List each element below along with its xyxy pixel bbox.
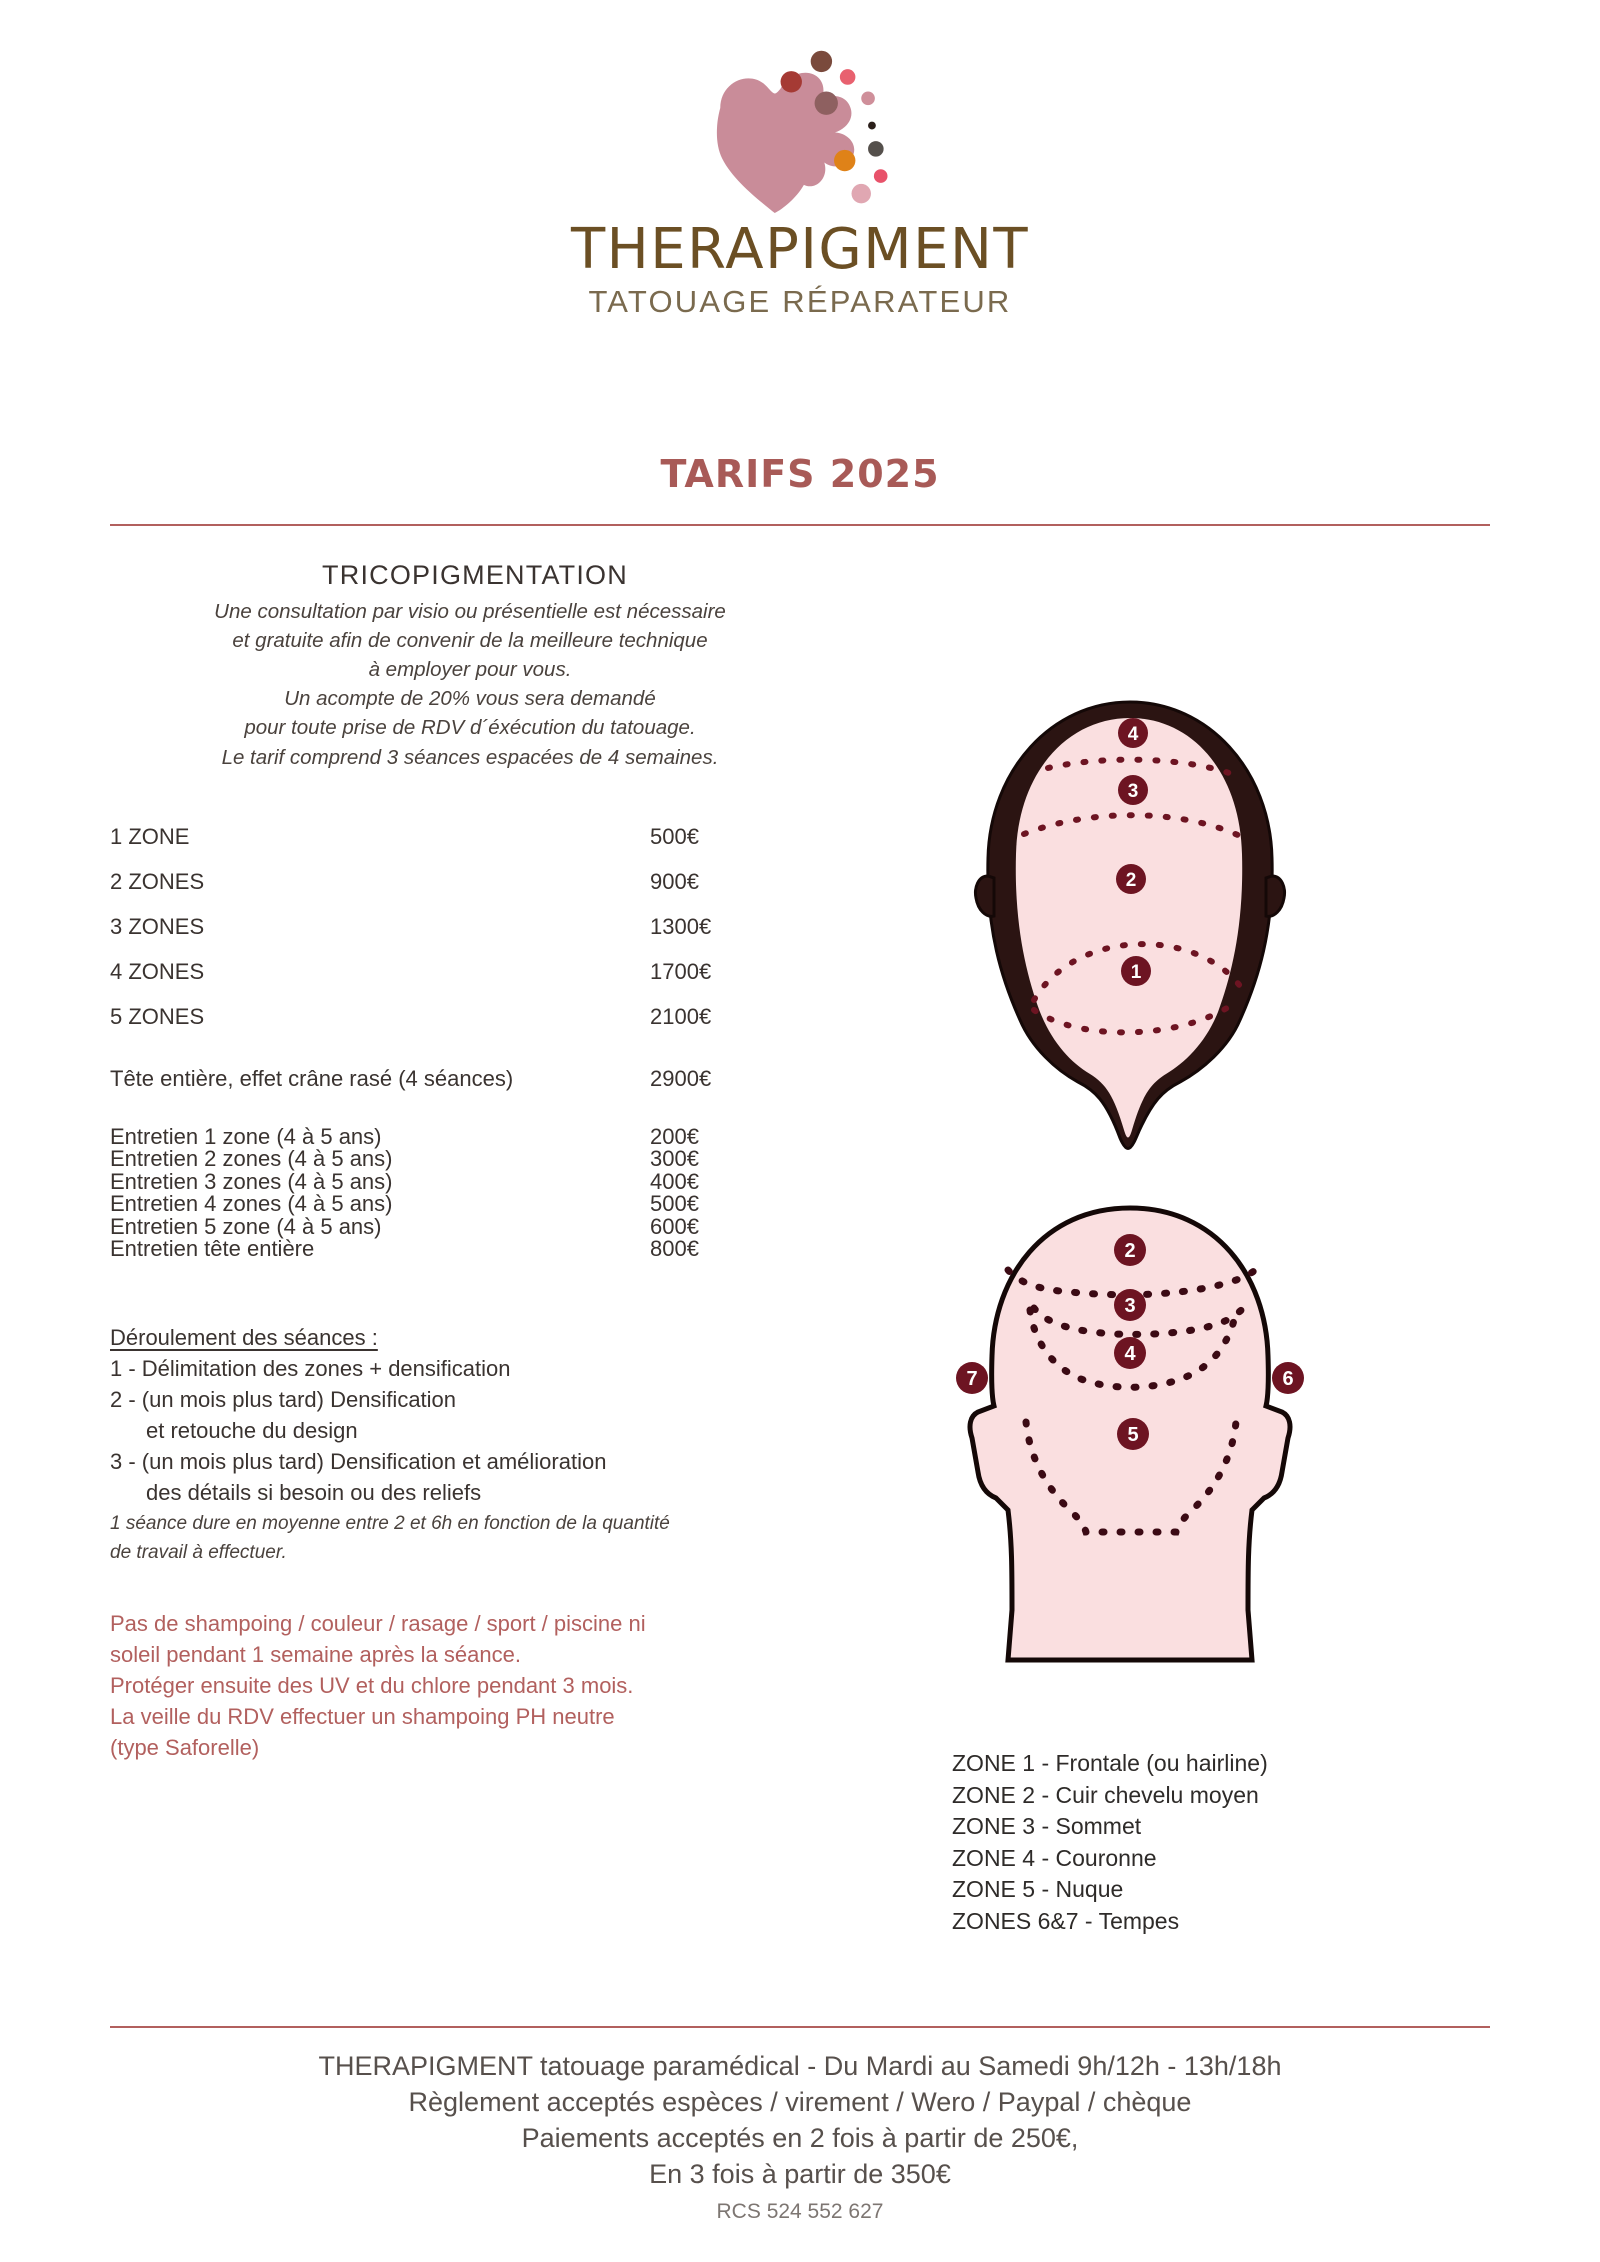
footer-line-1: THERAPIGMENT tatouage paramédical - Du Mardi au Samedi 9h/12h - 13h/18h <box>318 2051 1282 2081</box>
section-heading: TRICOPIGMENTATION <box>322 560 628 590</box>
zone-price-row-label: 3 ZONES <box>110 913 205 939</box>
zone-badge-6-label: 6 <box>1282 1368 1294 1391</box>
zone-legend <box>952 1748 1268 1937</box>
upkeep-row-label: Entretien 4 zones (4 à 5 ans) <box>110 1191 393 1217</box>
zone-price-row-price: 1300€ <box>650 913 712 939</box>
upkeep-row <box>110 1126 800 1149</box>
procedure-note-line-1: 1 séance dure en moyenne entre 2 et 6h en fonction de la quantité <box>110 1512 670 1534</box>
procedure-step-1: 1 - Délimitation des zones + densification <box>110 1355 511 1381</box>
zone-badge-1-label: 1 <box>1130 961 1142 983</box>
footer-line-3: Paiements acceptés en 2 fois à partir de 250€, <box>521 2123 1079 2153</box>
zone-badge-5-label: 5 <box>1127 1424 1139 1447</box>
zone-price-row <box>110 859 800 904</box>
zone-price-row-label: 4 ZONES <box>110 958 205 984</box>
zone-badge-2-label: 2 <box>1124 1240 1136 1263</box>
logo-dot-3 <box>840 69 856 85</box>
upkeep-row <box>110 1216 800 1239</box>
procedure-step-4: 3 - (un mois plus tard) Densification et amélioration <box>110 1448 607 1474</box>
brand-name: THERAPIGMENT <box>570 217 1030 282</box>
warning-line-4: La veille du RDV effectuer un shampoing PH neutre <box>110 1703 615 1729</box>
zone-badge-3-label: 3 <box>1127 780 1139 802</box>
zone-price-row <box>110 949 800 994</box>
zone-legend-item-1: ZONE 1 - Frontale (ou hairline) <box>952 1750 1268 1776</box>
whole-head-row-label: Tête entière, effet crâne rasé (4 séances) <box>110 1065 514 1091</box>
warning-line-5: (type Saforelle) <box>110 1734 260 1760</box>
whole-head-row-price: 2900€ <box>650 1065 712 1091</box>
zone-badge-3-label: 3 <box>1124 1295 1136 1318</box>
upkeep-price-table <box>110 1123 800 1262</box>
upkeep-row <box>110 1193 800 1216</box>
upkeep-row-price: 400€ <box>650 1168 699 1194</box>
aftercare-warnings <box>110 1608 800 1763</box>
upkeep-row <box>110 1238 800 1261</box>
zone-price-row <box>110 814 800 859</box>
upkeep-row <box>110 1171 800 1194</box>
brand-tagline: TATOUAGE RÉPARATEUR <box>588 283 1012 319</box>
footer-rcs: RCS 524 552 627 <box>716 2200 884 2223</box>
zone-price-row <box>110 994 800 1039</box>
heart-splash-logo-icon <box>670 40 930 215</box>
zone-badge-7-label: 7 <box>966 1368 978 1391</box>
logo-block <box>0 40 1600 320</box>
procedure-note <box>110 1511 800 1566</box>
procedure-step-3: et retouche du design <box>146 1417 358 1443</box>
upkeep-row-label: Entretien 1 zone (4 à 5 ans) <box>110 1123 382 1149</box>
logo-dot-4 <box>815 92 838 115</box>
zone-price-rows <box>110 814 800 1039</box>
upkeep-row-price: 200€ <box>650 1123 699 1149</box>
zone-legend-item-5: ZONE 5 - Nuque <box>952 1876 1124 1902</box>
footer-lines <box>0 2048 1600 2192</box>
zone-legend-item-2: ZONE 2 - Cuir chevelu moyen <box>952 1781 1259 1808</box>
upkeep-row-price: 500€ <box>650 1191 699 1217</box>
intro-paragraph <box>110 597 800 772</box>
zone-price-row-price: 900€ <box>650 868 699 894</box>
upkeep-row-label: Entretien 5 zone (4 à 5 ans) <box>110 1213 382 1239</box>
warning-line-2: soleil pendant 1 semaine après la séance. <box>110 1641 521 1667</box>
zone-price-table <box>110 814 800 1039</box>
procedure-step-2: 2 - (un mois plus tard) Densification <box>110 1386 457 1412</box>
upkeep-row-label: Entretien 2 zones (4 à 5 ans) <box>110 1146 393 1172</box>
zone-price-row-label: 2 ZONES <box>110 868 205 894</box>
warning-line-3: Protéger ensuite des UV et du chlore pendant 3 mois. <box>110 1672 634 1698</box>
intro-line-4: Un acompte de 20% vous sera demandé <box>284 687 656 711</box>
footer-line-4: En 3 fois à partir de 350€ <box>649 2159 951 2189</box>
upkeep-row <box>110 1148 800 1171</box>
logo-dot-6 <box>868 122 876 130</box>
upkeep-row-label: Entretien 3 zones (4 à 5 ans) <box>110 1168 393 1194</box>
zone-price-row-label: 1 ZONE <box>110 823 190 849</box>
whole-head-price-table <box>110 1062 800 1096</box>
warning-line-1: Pas de shampoing / couleur / rasage / sport / piscine ni <box>110 1610 646 1636</box>
intro-line-2: et gratuite afin de convenir de la meilleure technique <box>232 629 708 653</box>
logo-dot-10 <box>852 184 871 203</box>
footer <box>0 2048 1600 2224</box>
zone-legend-item-6: ZONES 6&7 - Tempes <box>952 1907 1180 1934</box>
whole-head-rows <box>110 1062 800 1096</box>
head-diagram-back-view <box>930 1190 1330 1690</box>
head-diagram-top-view <box>940 690 1320 1170</box>
procedure-section <box>110 1325 800 1566</box>
divider-top <box>110 524 1490 526</box>
zone-legend-item-4: ZONE 4 - Couronne <box>952 1844 1157 1871</box>
zone-price-row-label: 5 ZONES <box>110 1003 205 1029</box>
upkeep-row-price: 300€ <box>650 1146 699 1172</box>
pricing-column <box>110 560 800 1763</box>
upkeep-row-price: 600€ <box>650 1213 699 1239</box>
logo-dot-5 <box>861 92 875 106</box>
zone-badge-2-label: 2 <box>1125 869 1137 891</box>
zone-price-row-price: 1700€ <box>650 958 712 984</box>
logo-dot-1 <box>811 51 832 72</box>
upkeep-row-price: 800€ <box>650 1236 699 1262</box>
upkeep-rows <box>110 1123 800 1262</box>
zone-price-row <box>110 904 800 949</box>
procedure-title: Déroulement des séances : <box>110 1324 378 1350</box>
procedure-note-line-2: de travail à effectuer. <box>110 1541 287 1563</box>
page-title: TARIFS 2025 <box>660 452 940 496</box>
intro-line-6: Le tarif comprend 3 séances espacées de 4 semaines. <box>221 745 719 769</box>
logo-dot-7 <box>868 141 884 157</box>
zone-price-row-price: 500€ <box>650 823 699 849</box>
whole-head-row <box>110 1062 800 1096</box>
top-view-left-ear-icon <box>976 876 995 916</box>
zone-badge-4-label: 4 <box>1127 723 1139 745</box>
divider-bottom <box>110 2026 1490 2028</box>
intro-line-5: pour toute prise de RDV d´éxécution du tatouage. <box>244 716 696 740</box>
footer-line-2: Règlement acceptés espèces / virement / Wero / Paypal / chèque <box>408 2087 1192 2117</box>
intro-line-3: à employer pour vous. <box>368 658 572 682</box>
procedure-steps <box>110 1353 800 1508</box>
zone-price-row-price: 2100€ <box>650 1003 712 1029</box>
intro-line-1: Une consultation par visio ou présentielle est nécessaire <box>214 600 726 623</box>
zone-badge-4-label: 4 <box>1124 1343 1136 1366</box>
procedure-step-5: des détails si besoin ou des reliefs <box>146 1479 482 1505</box>
logo-dot-8 <box>834 150 855 171</box>
logo-dot-2 <box>781 71 802 92</box>
logo-dot-9 <box>874 169 888 183</box>
upkeep-row-label: Entretien tête entière <box>110 1236 315 1262</box>
zone-legend-item-3: ZONE 3 - Sommet <box>952 1813 1142 1839</box>
top-view-right-ear-icon <box>1266 876 1285 916</box>
